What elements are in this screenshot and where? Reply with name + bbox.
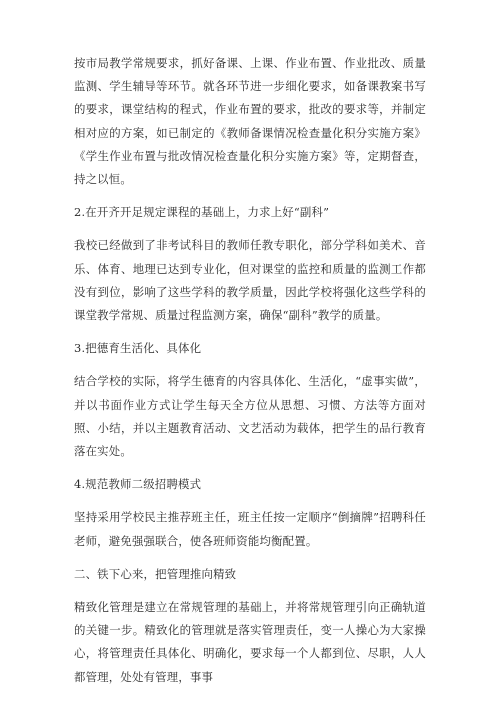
heading-refined-management: 二、铁下心来，把管理推向精致 xyxy=(74,566,237,581)
paragraph-refined-management: 精致化管理是建立在常规管理的基础上，并将常规管理引向正确轨道的关键一步。精致化的管理就是落实管理责任，变一人操心为大家操心，将管理责任具体化、明确化，要求每一个人都到位、尽职，人人都管理，处处有管理，事事 xyxy=(74,600,426,684)
paragraph-teaching-routine: 按市局教学常规要求，抓好备课、上课、作业布置、作业批改、质量监测、学生辅导等环节。就各环节进一步细化要求，如备课教案书写的要求，课堂结构的程式，作业布置的要求，批改的要求等，并制定相对应的方案，如已制定的《教师备课情况检查量化积分实施方案》《学生作业布置与批改情况检查量化积分实施方案》等，定期督查，持之以恒。 xyxy=(74,56,426,187)
heading-teacher-recruitment: 4.规范教师二级招聘模式 xyxy=(74,477,202,492)
heading-moral-education: 3.把德育生活化、具体化 xyxy=(74,341,202,356)
heading-minor-subjects: 2.在开齐开足规定课程的基础上，力求上好“副科” xyxy=(74,205,330,220)
paragraph-minor-subjects: 我校已经做到了非考试科目的教师任教专职化，部分学科如美术、音乐、体育、地理已达到专业化，但对课堂的监控和质量的监测工作都没有到位，影响了这些学科的教学质量，因此学校将强化这些学科的课堂教学常规、质量过程监测方案，确保“副科”教学的质量。 xyxy=(74,238,426,323)
paragraph-moral-education: 结合学校的实际，将学生德育的内容具体化、生活化，“虚事实做”，并以书面作业方式让学生每天全方位从思想、习惯、方法等方面对照、小结，并以主题教育活动、文艺活动为载体，把学生的品行教育落在实处。 xyxy=(74,374,426,459)
paragraph-teacher-recruitment: 坚持采用学校民主推荐班主任，班主任按一定顺序“倒摘牌”招聘科任老师，避免强强联合，使各班师资能均衡配置。 xyxy=(74,510,426,548)
